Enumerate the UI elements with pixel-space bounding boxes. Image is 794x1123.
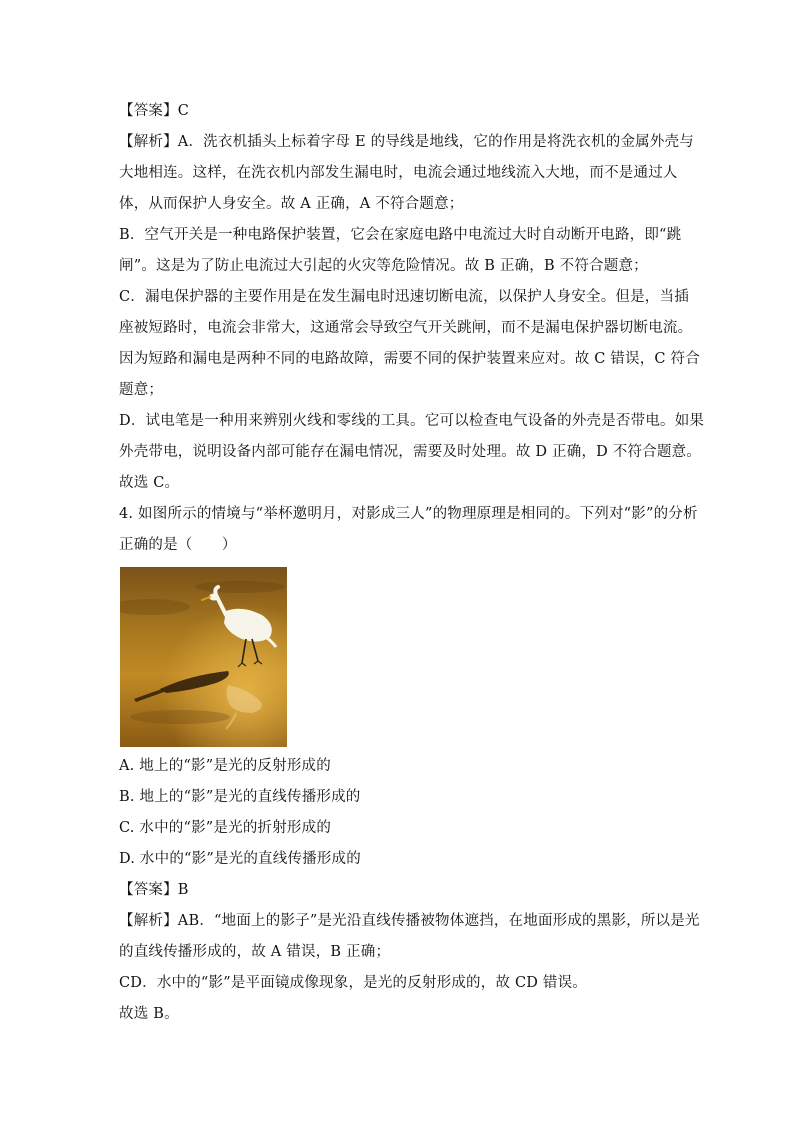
q3-analysis-line: 外壳带电，说明设备内部可能存在漏电情况，需要及时处理。故 D 正确，D 不符合题意。 bbox=[119, 444, 701, 460]
q4-option-b: B. 地上的“影”是光的直线传播形成的 bbox=[119, 789, 361, 805]
q4-analysis-line: 【解析】AB．“地面上的影子”是光沿直线传播被物体遮挡，在地面形成的黑影，所以是光 bbox=[119, 913, 700, 929]
q3-analysis-line: 故选 C。 bbox=[119, 475, 180, 491]
q4-analysis-line: 的直线传播形成的，故 A 错误，B 正确； bbox=[119, 944, 391, 960]
q3-analysis-line: 题意； bbox=[119, 382, 164, 398]
q3-analysis-line: C．漏电保护器的主要作用是在发生漏电时迅速切断电流，以保护人身安全。但是，当插 bbox=[119, 289, 689, 305]
q3-analysis-line: D．试电笔是一种用来辨别火线和零线的工具。它可以检查电气设备的外壳是否带电。如果 bbox=[119, 413, 705, 429]
q3-analysis-line: 体，从而保护人身安全。故 A 正确，A 不符合题意； bbox=[119, 196, 464, 212]
q4-analysis-line: 故选 B。 bbox=[119, 1006, 179, 1022]
q3-analysis-line: 【解析】A．洗衣机插头上标着字母 E 的导线是地线，它的作用是将洗衣机的金属外壳与 bbox=[119, 134, 694, 150]
q4-option-a: A. 地上的“影”是光的反射形成的 bbox=[119, 758, 331, 774]
document-page bbox=[119, 96, 705, 1030]
q3-analysis-line: 大地相连。这样，在洗衣机内部发生漏电时，电流会通过地线流入大地，而不是通过人 bbox=[119, 165, 678, 181]
q3-analysis-line: 座被短路时，电流会非常大，这通常会导致空气开关跳闸，而不是漏电保护器切断电流。 bbox=[119, 320, 693, 336]
egret-shadow-reflection-image bbox=[120, 567, 287, 747]
q4-stem-line: 4. 如图所示的情境与“举杯邀明月，对影成三人”的物理原理是相同的。下列对“影”的分析 bbox=[119, 506, 698, 522]
q4-option-d: D. 水中的“影”是光的直线传播形成的 bbox=[119, 851, 361, 867]
egret-photo bbox=[120, 567, 287, 747]
q4-stem-line: 正确的是（ ） bbox=[119, 537, 237, 553]
q4-analysis-line: CD．水中的“影”是平面镜成像现象，是光的反射形成的，故 CD 错误。 bbox=[119, 975, 587, 991]
q3-analysis-line: 闸”。这是为了防止电流过大引起的火灾等危险情况。故 B 正确，B 不符合题意； bbox=[119, 258, 648, 274]
q4-answer: 【答案】B bbox=[119, 882, 189, 898]
q4-option-c: C. 水中的“影”是光的折射形成的 bbox=[119, 820, 332, 836]
q3-answer: 【答案】C bbox=[119, 103, 190, 119]
q3-analysis-line: 因为短路和漏电是两种不同的电路故障，需要不同的保护装置来应对。故 C 错误，C 符合 bbox=[119, 351, 700, 367]
q3-analysis-line: B．空气开关是一种电路保护装置，它会在家庭电路中电流过大时自动断开电路，即“跳 bbox=[119, 227, 682, 243]
